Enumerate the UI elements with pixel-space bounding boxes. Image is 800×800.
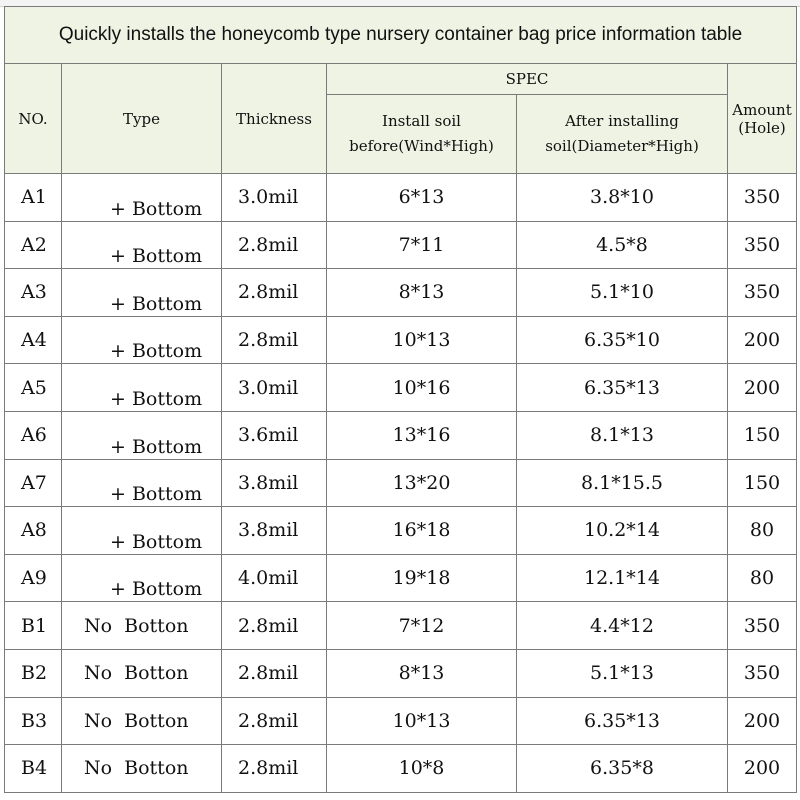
cell-amount: 80 <box>728 554 797 602</box>
table-row <box>5 411 797 459</box>
cell-after: 5.1*10 <box>517 269 728 317</box>
cell-after: 6.35*8 <box>517 745 728 793</box>
cell-before: 7*12 <box>327 602 517 650</box>
cell-after: 10.2*14 <box>517 507 728 555</box>
cell-type <box>62 507 222 555</box>
cell-amount: 200 <box>728 316 797 364</box>
cell-no: B1 <box>5 602 62 650</box>
cell-type-text: + Bottom <box>110 578 203 601</box>
cell-before: 13*20 <box>327 459 517 507</box>
table-row <box>5 507 797 555</box>
cell-type <box>62 602 222 650</box>
header-after-line2: soil(Diameter*High) <box>545 137 699 155</box>
table-row <box>5 459 797 507</box>
cell-type <box>62 221 222 269</box>
cell-thickness: 2.8mil <box>222 649 327 697</box>
cell-amount: 350 <box>728 221 797 269</box>
cell-type-text: + Bottom <box>110 245 203 268</box>
header-install-before-line1: Install soil <box>382 112 461 130</box>
cell-type <box>62 554 222 602</box>
cell-amount: 200 <box>728 745 797 793</box>
cell-after: 6.35*13 <box>517 697 728 745</box>
cell-before: 10*16 <box>327 364 517 412</box>
cell-type-text: + Bottom <box>110 340 203 363</box>
cell-type-text: + Bottom <box>110 530 203 553</box>
header-after-line1: After installing <box>565 112 679 130</box>
cell-after: 5.1*13 <box>517 649 728 697</box>
cell-type <box>62 411 222 459</box>
cell-before: 8*13 <box>327 649 517 697</box>
cell-before: 7*11 <box>327 221 517 269</box>
cell-before: 19*18 <box>327 554 517 602</box>
cell-type <box>62 649 222 697</box>
cell-amount: 200 <box>728 364 797 412</box>
cell-after: 6.35*13 <box>517 364 728 412</box>
cell-no: A2 <box>5 221 62 269</box>
cell-after: 4.4*12 <box>517 602 728 650</box>
cell-amount: 200 <box>728 697 797 745</box>
header-amount-line2: (Hole) <box>738 118 786 137</box>
cell-before: 10*13 <box>327 697 517 745</box>
table-row <box>5 364 797 412</box>
cell-type <box>62 697 222 745</box>
cell-type <box>62 269 222 317</box>
cell-no: B4 <box>5 745 62 793</box>
price-information-table <box>4 6 797 793</box>
cell-before: 6*13 <box>327 174 517 222</box>
cell-thickness: 2.8mil <box>222 745 327 793</box>
header-thickness: Thickness <box>222 64 327 174</box>
header-spec: SPEC <box>327 64 728 95</box>
cell-no: A7 <box>5 459 62 507</box>
cell-no: A8 <box>5 507 62 555</box>
cell-after: 8.1*13 <box>517 411 728 459</box>
cell-type <box>62 364 222 412</box>
cell-before: 8*13 <box>327 269 517 317</box>
cell-no: A4 <box>5 316 62 364</box>
cell-thickness: 3.6mil <box>222 411 327 459</box>
cell-amount: 150 <box>728 411 797 459</box>
cell-type <box>62 745 222 793</box>
table-row <box>5 697 797 745</box>
cell-amount: 150 <box>728 459 797 507</box>
cell-type <box>62 459 222 507</box>
cell-type-text: No Botton <box>84 757 189 780</box>
cell-amount: 80 <box>728 507 797 555</box>
table-row <box>5 269 797 317</box>
cell-no: A6 <box>5 411 62 459</box>
header-amount-line1: Amount <box>732 100 792 119</box>
table-row <box>5 174 797 222</box>
cell-no: B2 <box>5 649 62 697</box>
table-row <box>5 316 797 364</box>
cell-thickness: 2.8mil <box>222 269 327 317</box>
cell-thickness: 3.8mil <box>222 507 327 555</box>
header-type: Type <box>62 64 222 174</box>
cell-type <box>62 316 222 364</box>
cell-after: 3.8*10 <box>517 174 728 222</box>
cell-type <box>62 174 222 222</box>
table-row <box>5 602 797 650</box>
cell-amount: 350 <box>728 602 797 650</box>
cell-no: A1 <box>5 174 62 222</box>
header-install-before-line2: before(Wind*High) <box>349 137 494 155</box>
cell-thickness: 2.8mil <box>222 221 327 269</box>
cell-amount: 350 <box>728 174 797 222</box>
header-amount <box>728 64 797 174</box>
cell-after: 12.1*14 <box>517 554 728 602</box>
table-row <box>5 649 797 697</box>
cell-after: 6.35*10 <box>517 316 728 364</box>
cell-type-text: No Botton <box>84 709 189 732</box>
cell-thickness: 3.0mil <box>222 174 327 222</box>
cell-type-text: + Bottom <box>110 387 203 410</box>
cell-before: 16*18 <box>327 507 517 555</box>
cell-amount: 350 <box>728 269 797 317</box>
cell-no: A9 <box>5 554 62 602</box>
cell-type-text: + Bottom <box>110 197 203 220</box>
cell-before: 10*8 <box>327 745 517 793</box>
cell-type-text: + Bottom <box>110 435 203 458</box>
cell-type-text: + Bottom <box>110 292 203 315</box>
cell-thickness: 3.8mil <box>222 459 327 507</box>
cell-no: A5 <box>5 364 62 412</box>
table-row <box>5 221 797 269</box>
table-body <box>5 174 797 793</box>
cell-thickness: 2.8mil <box>222 697 327 745</box>
cell-before: 13*16 <box>327 411 517 459</box>
cell-type-text: + Bottom <box>110 483 203 506</box>
table-row <box>5 554 797 602</box>
header-install-before <box>327 95 517 174</box>
cell-no: A3 <box>5 269 62 317</box>
header-no: NO. <box>5 64 62 174</box>
cell-thickness: 2.8mil <box>222 316 327 364</box>
cell-after: 4.5*8 <box>517 221 728 269</box>
cell-thickness: 4.0mil <box>222 554 327 602</box>
cell-no: B3 <box>5 697 62 745</box>
cell-type-text: No Botton <box>84 662 189 685</box>
cell-before: 10*13 <box>327 316 517 364</box>
cell-after: 8.1*15.5 <box>517 459 728 507</box>
cell-thickness: 2.8mil <box>222 602 327 650</box>
header-after-installing <box>517 95 728 174</box>
cell-type-text: No Botton <box>84 614 189 637</box>
table-row <box>5 745 797 793</box>
cell-amount: 350 <box>728 649 797 697</box>
cell-thickness: 3.0mil <box>222 364 327 412</box>
table-title: Quickly installs the honeycomb type nursery container bag price information table <box>5 7 797 64</box>
